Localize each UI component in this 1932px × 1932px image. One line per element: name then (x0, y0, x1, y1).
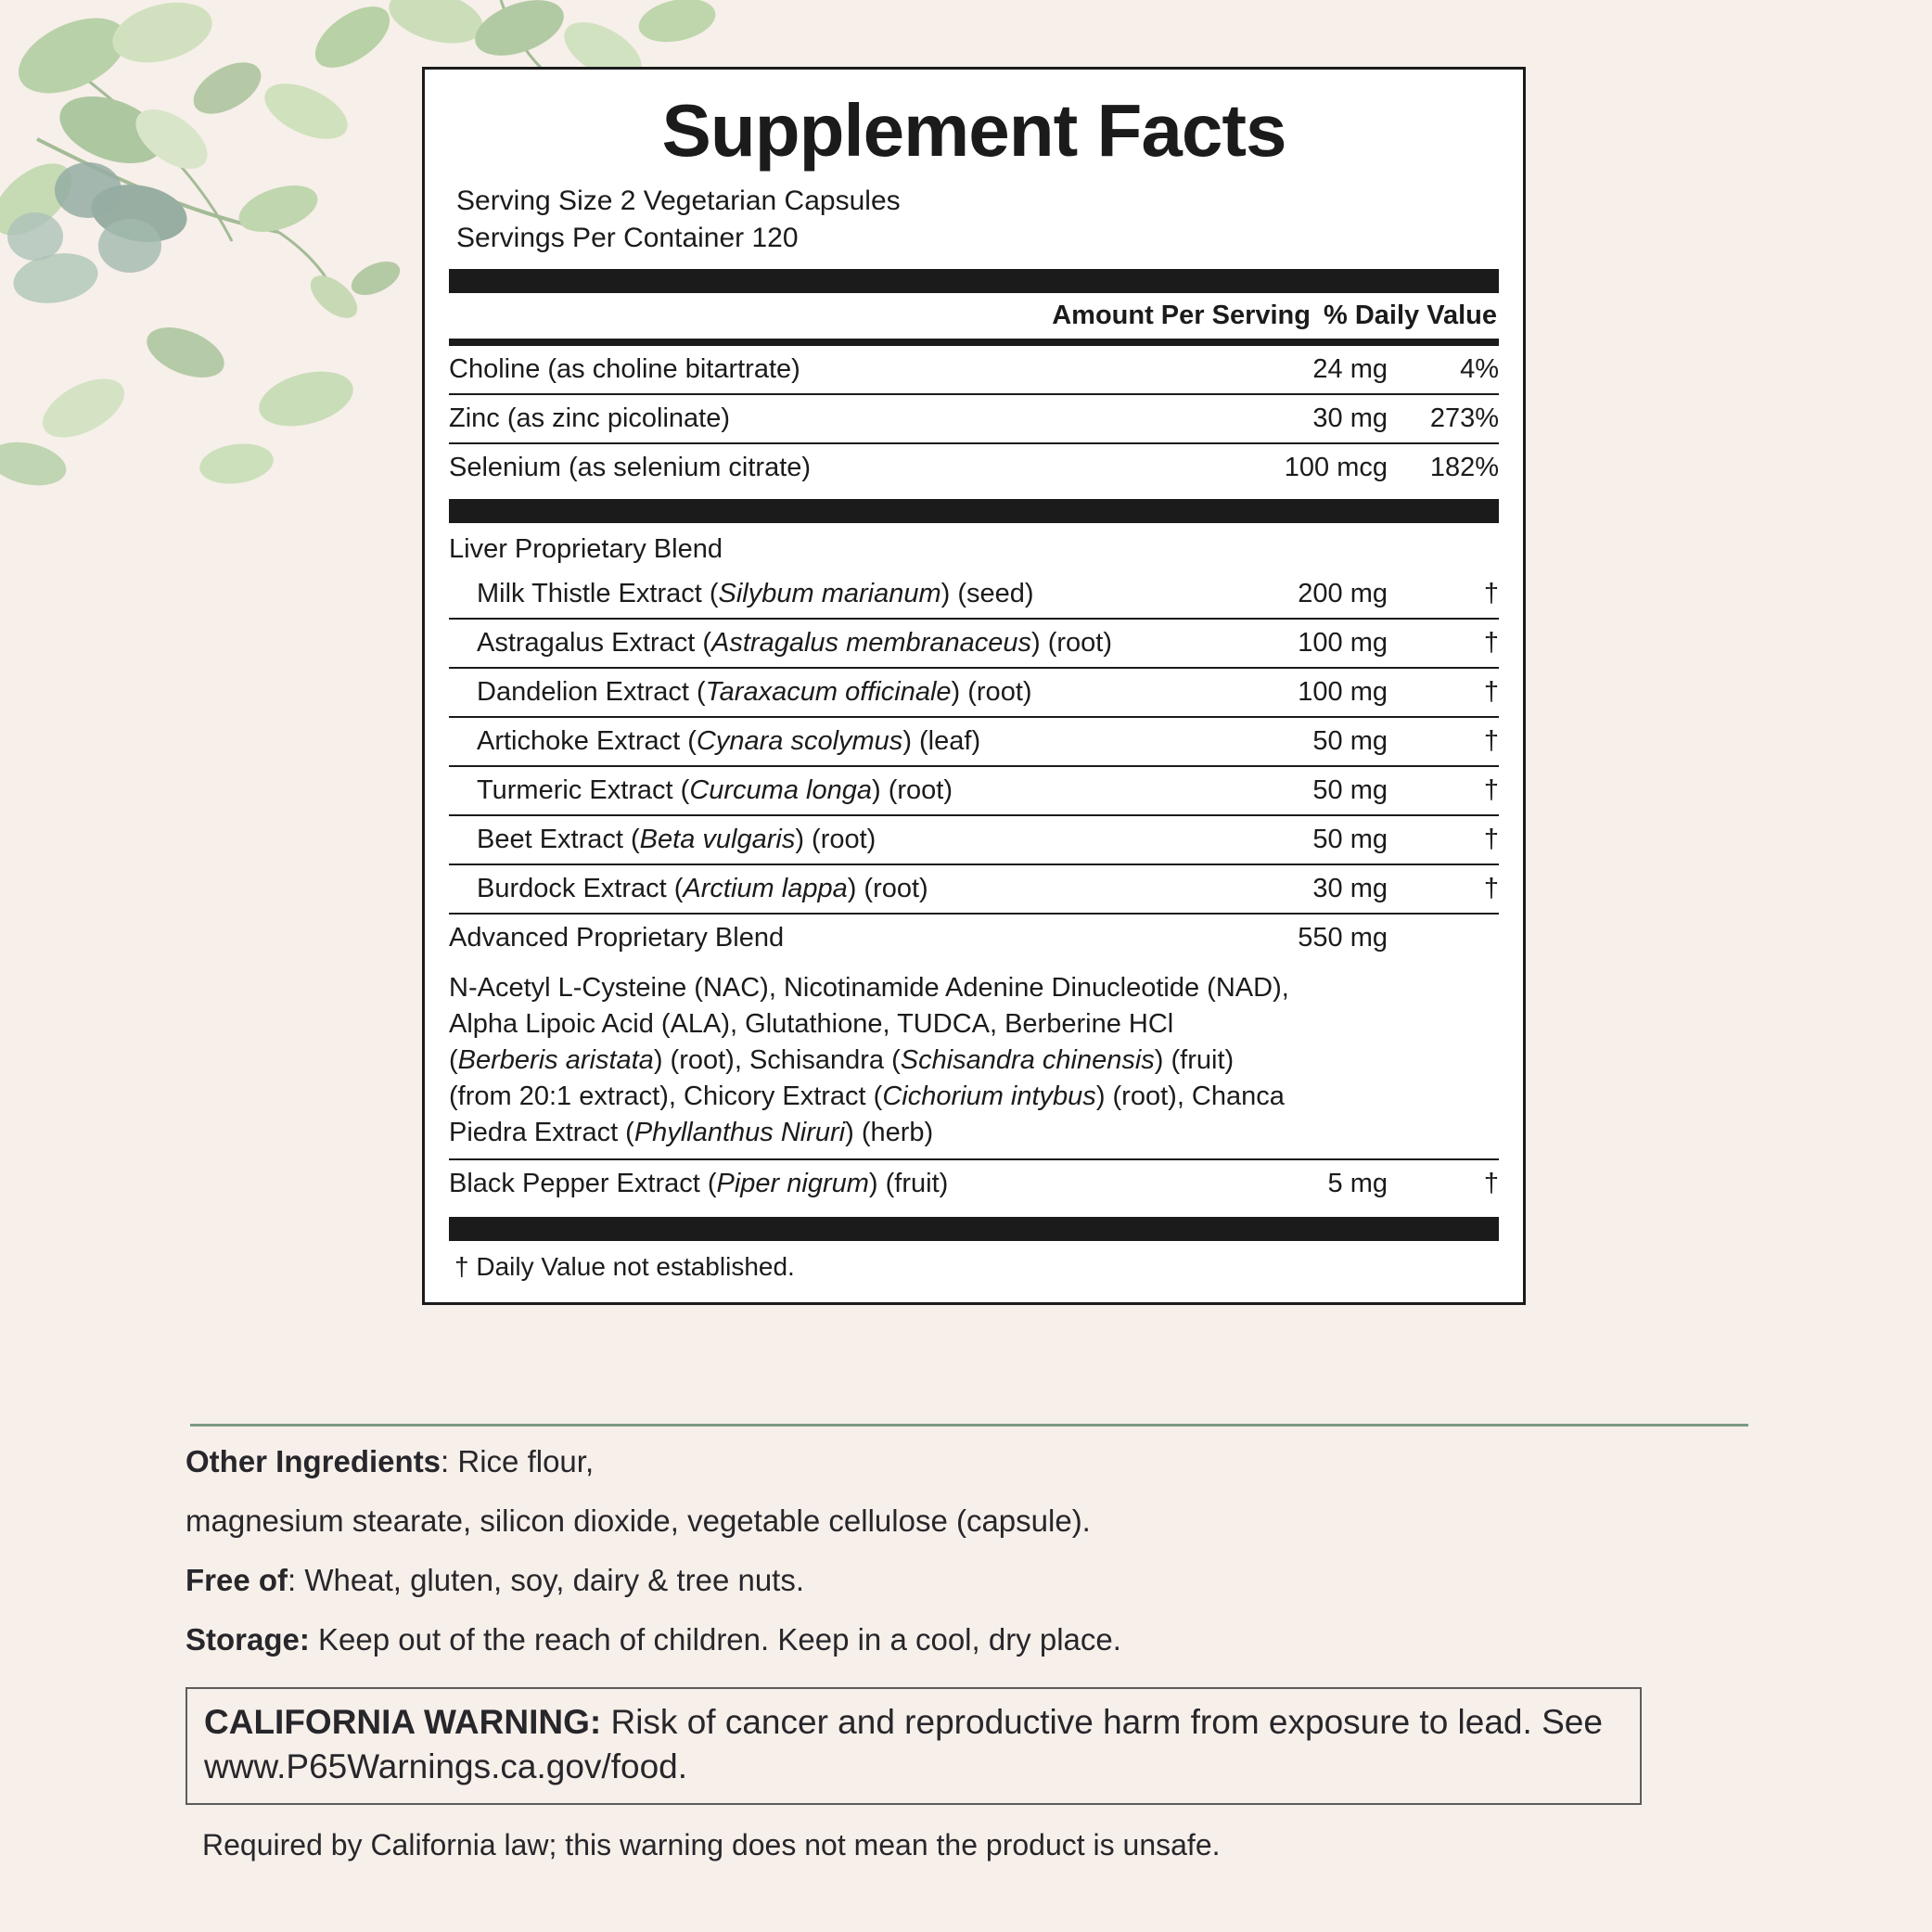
header-daily-value: % Daily Value (1324, 301, 1497, 331)
blend2-title-row (449, 914, 1499, 962)
nutrient-name: Choline (as choline bitartrate) (449, 346, 1156, 394)
ingredient-name: Black Pepper Extract (Piper nigrum) (fruit) (449, 1169, 949, 1199)
page-title: Supplement Facts (661, 89, 1286, 172)
blend2-title: Advanced Proprietary Blend (449, 923, 785, 953)
blend2-body-row (449, 962, 1499, 1159)
nutrient-dv: 273% (1388, 394, 1499, 443)
ingredient-amount: 5 mg (1327, 1169, 1388, 1199)
ingredient-dv: † (1388, 668, 1499, 717)
ingredient-amount: 200 mg (1156, 570, 1388, 619)
table-row (449, 766, 1499, 815)
ingredient-name: Astragalus Extract (Astragalus membranaceus) (root) (449, 619, 1156, 668)
storage-label: Storage: (186, 1621, 310, 1657)
ingredient-amount: 100 mg (1156, 619, 1388, 668)
blend2-amount: 550 mg (1298, 923, 1388, 953)
nutrient-name: Selenium (as selenium citrate) (449, 453, 812, 483)
table-header (449, 293, 1499, 339)
servings-per-container: Servings Per Container 120 (456, 222, 799, 253)
ingredient-name: Dandelion Extract (Taraxacum officinale) (root) (449, 668, 1156, 717)
nutrient-name: Zinc (as zinc picolinate) (449, 394, 1156, 443)
section-divider (190, 1424, 1748, 1427)
blend-title-row (449, 523, 1499, 570)
table-row (449, 815, 1499, 864)
free-of-label: Free of (186, 1562, 288, 1597)
blend-title: Liver Proprietary Blend (449, 534, 723, 565)
nutrient-amount: 30 mg (1156, 394, 1388, 443)
table-row (449, 570, 1499, 619)
thick-rule-bottom (449, 1217, 1499, 1241)
ingredient-dv: † (1388, 717, 1499, 766)
product-info (186, 1439, 1753, 1866)
nutrient-dv: 182% (1429, 453, 1499, 483)
ingredient-name: Turmeric Extract (Curcuma longa) (root) (449, 766, 1156, 815)
table-row (449, 619, 1499, 668)
table-row (449, 394, 1499, 443)
free-of (186, 1558, 1753, 1603)
mid-rule (449, 339, 1499, 346)
ingredient-dv: † (1483, 1169, 1499, 1199)
ingredient-amount: 50 mg (1156, 717, 1388, 766)
nutrient-amount: 100 mcg (1284, 453, 1388, 483)
table-row (449, 864, 1499, 914)
blend2-dv (1388, 914, 1499, 962)
ingredient-amount: 30 mg (1156, 864, 1388, 914)
free-of-value: : Wheat, gluten, soy, dairy & tree nuts. (288, 1562, 805, 1597)
thick-rule-top (449, 269, 1499, 293)
ingredient-name: Burdock Extract (Arctium lappa) (root) (449, 864, 1156, 914)
law-note: Required by California law; this warning does not mean the product is unsafe. (202, 1827, 1221, 1862)
ingredient-dv: † (1388, 570, 1499, 619)
california-warning-title: CALIFORNIA WARNING: (204, 1703, 602, 1742)
ingredient-dv: † (1388, 766, 1499, 815)
ingredient-amount: 50 mg (1156, 766, 1388, 815)
ingredient-name: Milk Thistle Extract (Silybum marianum) (seed) (449, 570, 1156, 619)
california-warning-text: Risk of cancer and reproductive harm from exposure to lead. See www.P65Warnings.ca.gov/food. (204, 1703, 1603, 1786)
other-ingredients-value: : Rice flour, (441, 1444, 595, 1478)
ingredient-name: Artichoke Extract (Cynara scolymus) (leaf) (449, 717, 1156, 766)
other-ingredients-label: Other Ingredients (186, 1444, 441, 1478)
daily-value-footnote: † Daily Value not established. (454, 1252, 795, 1282)
california-warning-box (186, 1687, 1642, 1804)
table-row (449, 443, 1499, 492)
table-row (449, 1159, 1499, 1208)
blend-table (449, 523, 1499, 1208)
blend2-ingredients: N-Acetyl L-Cysteine (NAC), Nicotinamide Adenine Dinucleotide (NAD), Alpha Lipoic Acid (ALA), Glutathione, TUDCA, Berberine HCl (Berberis aristata) (root), Schisandra (Schisandra chinensis) (fruit) (from 20:1 extract), Chicory Extract (Cichorium intybus) (root), Chanca Piedra Extract (Phyllanthus Niruri) (herb) (449, 962, 1499, 1159)
ingredient-name: Beet Extract (Beta vulgaris) (root) (449, 815, 1156, 864)
ingredient-dv: † (1388, 619, 1499, 668)
ingredient-dv: † (1388, 815, 1499, 864)
thick-rule-blend (449, 499, 1499, 523)
ingredient-amount: 50 mg (1156, 815, 1388, 864)
header-amount-per-serving: Amount Per Serving (1052, 301, 1311, 331)
table-row (449, 717, 1499, 766)
nutrient-amount: 24 mg (1156, 346, 1388, 394)
storage-value: Keep out of the reach of children. Keep in a cool, dry place. (309, 1621, 1121, 1657)
other-ingredients-line2: magnesium stearate, silicon dioxide, vegetable cellulose (capsule). (186, 1503, 1091, 1538)
ingredient-dv: † (1388, 864, 1499, 914)
ingredient-amount: 100 mg (1156, 668, 1388, 717)
nutrient-dv: 4% (1388, 346, 1499, 394)
supplement-facts-panel (422, 67, 1526, 1305)
other-ingredients (186, 1439, 1753, 1484)
table-row (449, 668, 1499, 717)
storage (186, 1618, 1753, 1662)
table-row (449, 346, 1499, 394)
nutrient-table (449, 346, 1499, 492)
serving-size: Serving Size 2 Vegetarian Capsules (456, 186, 901, 216)
